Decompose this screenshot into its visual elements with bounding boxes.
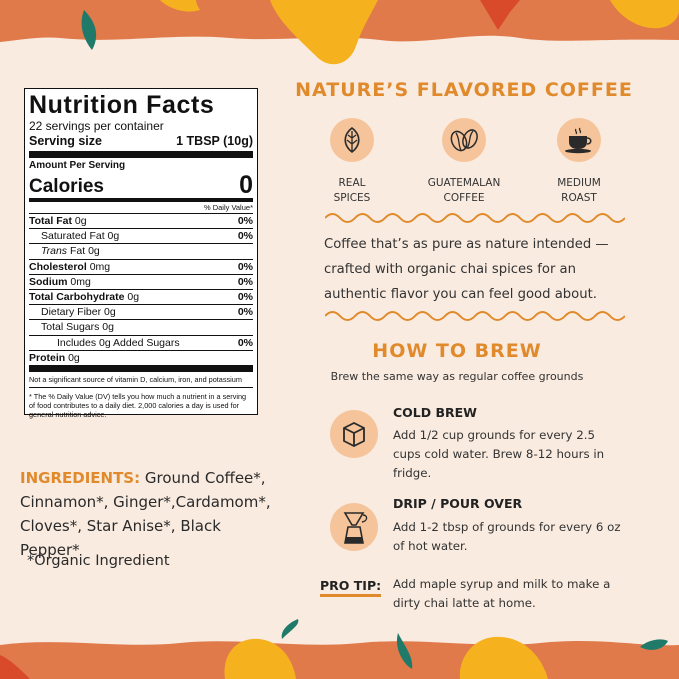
ingredients-block [20, 466, 282, 562]
daily-value-header: % Daily Value* [29, 202, 253, 214]
coffee-bean-icon [442, 118, 486, 162]
coffee-cup-icon [557, 118, 601, 162]
organic-note: *Organic Ingredient [27, 553, 170, 569]
wave-divider [325, 308, 625, 324]
wave-divider [325, 210, 625, 226]
nutrient-row-dietary-fiber: Dietary Fiber 0g 0% [29, 305, 253, 320]
product-description: Coffee that’s as pure as nature intended — crafted with organic chai spices for an authentic flavor you can feel good about. [324, 237, 609, 302]
feature-label: REAL SPICES [333, 177, 371, 204]
calories-label: Calories [29, 176, 104, 197]
nutrient-row-sodium: Sodium 0mg 0% [29, 275, 253, 290]
ingredients-label: INGREDIENTS: [20, 469, 141, 487]
nutrient-row-protein: Protein 0g [29, 351, 253, 372]
servings-per-container: 22 servings per container [29, 119, 164, 133]
nutrient-row-added-sugars: Includes 0g Added Sugars 0% [29, 336, 253, 351]
drip-pour-over-title: DRIP / POUR OVER [393, 496, 523, 511]
nutrient-row-total-carbohydrate: Total Carbohydrate 0g 0% [29, 290, 253, 305]
pro-tip-label: PRO TIP: [320, 578, 381, 597]
calories-value: 0 [239, 171, 253, 199]
amount-per-serving: Amount Per Serving [29, 160, 126, 171]
nutrient-row-saturated-fat: Saturated Fat 0g 0% [29, 229, 253, 244]
section-title-how-to-brew: HOW TO BREW [372, 340, 542, 362]
top-decoration [0, 0, 679, 70]
nutrient-row-total-sugars: Total Sugars 0g [29, 320, 253, 335]
ingredients-text: Ground Coffee*, Cinnamon*, Ginger*,Cardamom*, Cloves*, Star Anise*, Black Pepper* [20, 469, 271, 559]
feature-medium-roast [529, 118, 629, 206]
serving-size-label: Serving size [29, 134, 102, 148]
nutrient-row-cholesterol: Cholesterol 0mg 0% [29, 260, 253, 275]
feature-label: GUATEMALAN COFFEE [427, 177, 501, 204]
bottom-decoration [0, 619, 679, 679]
feature-label: MEDIUM ROAST [557, 177, 601, 204]
cold-brew-title: COLD BREW [393, 405, 477, 420]
pour-over-icon [330, 503, 378, 551]
serving-size-value: 1 TBSP (10g) [176, 134, 253, 148]
section-title-natures-flavored-coffee: NATURE’S FLAVORED COFFEE [295, 79, 633, 101]
feature-guatemalan-coffee [414, 118, 514, 206]
cold-brew-text: Add 1/2 cup grounds for every 2.5 cups cold water. Brew 8-12 hours in fridge. [393, 428, 605, 480]
serving-size-row [29, 134, 253, 158]
drip-pour-over-text: Add 1-2 tbsp of grounds for every 6 oz of hot water. [393, 520, 621, 553]
nutrition-facts-panel [24, 88, 258, 420]
leaf-icon [330, 118, 374, 162]
nutrient-row-total-fat: Total Fat 0g 0% [29, 214, 253, 229]
calories-row [29, 172, 253, 202]
brew-subtitle: Brew the same way as regular coffee grounds [330, 370, 584, 383]
feature-real-spices [302, 118, 402, 206]
nutrition-footnote-daily-value: * The % Daily Value (DV) tells you how much a nutrient in a serving of food contributes to a daily diet. 2,000 calories a day is used for general nutrition advice. [29, 387, 253, 419]
pro-tip-text: Add maple syrup and milk to make a dirty chai latte at home. [393, 577, 611, 610]
ice-cube-icon [330, 410, 378, 458]
nutrient-row-trans-fat: Trans Fat 0g [29, 244, 253, 259]
nutrition-title: Nutrition Facts [29, 91, 215, 119]
nutrition-footnote-vitamins: Not a significant source of vitamin D, calcium, iron, and potassium [29, 375, 242, 385]
